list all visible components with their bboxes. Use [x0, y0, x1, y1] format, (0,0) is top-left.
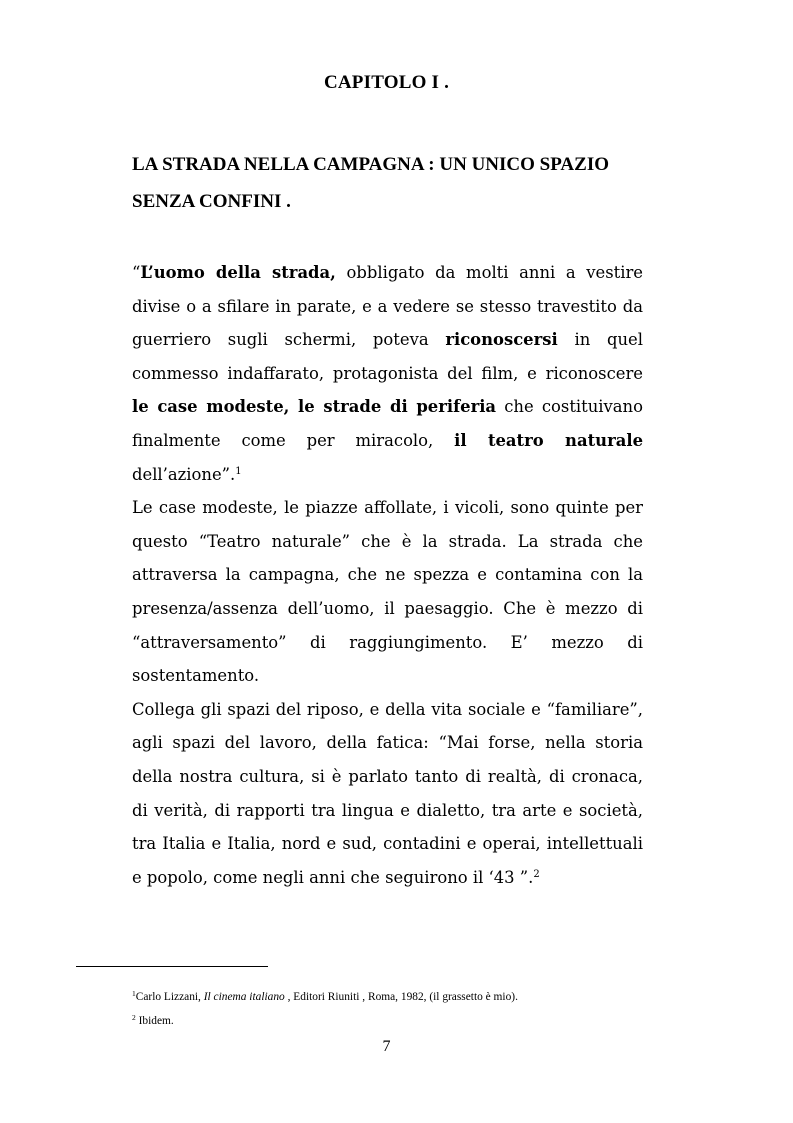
footnote-book-title: Il cinema italiano [203, 991, 285, 1003]
page-number: 7 [382, 1038, 391, 1055]
footnote-2 [132, 1014, 692, 1029]
footnote-number: 2 [132, 1013, 136, 1022]
quote-text-4: dell’azione”. [132, 464, 236, 484]
paragraph-collega-text: Collega gli spazi del riposo, e della vita sociale e “familiare”, agli spazi del lavoro, della fatica: “Mai forse, nella storia della nostra cultura, si è parlato tanto di realtà, di cronaca, di verità, di rapporti tra lingua e dialetto, tra arte e società, tra Italia e Italia, nord e sud, contadini e operai, intellettuali e popolo, come negli anni che seguirono il ‘43 ”. [132, 699, 643, 887]
footnote-text: Carlo Lizzani, [135, 991, 204, 1003]
footnote-text: , Editori Riuniti , Roma, 1982, (il grassetto è mio). [284, 991, 518, 1003]
footnote-1 [132, 990, 692, 1005]
chapter-title: CAPITOLO I . [323, 72, 450, 93]
footnote-ref-1[interactable]: 1 [235, 465, 242, 477]
paragraph-quote [132, 256, 643, 491]
quote-text-2: in quel commesso indaffarato, protagonista del film, e riconoscere [132, 330, 643, 383]
paragraph-teatro: Le case modeste, le piazze affollate, i vicoli, sono quinte per questo “Teatro naturale” che è la strada. La strada che attraversa la campagna, che ne spezza e contamina con la presenza/assenza dell’uomo, il paesaggio. Che è mezzo di “attraversamento” di raggiungimento. E’ mezzo di sostentamento. [132, 498, 643, 686]
footnote-text: Ibidem. [135, 1015, 174, 1027]
quote-text-1: obbligato da molti anni a vestire divise o a sfilare in parate, e a vedere se stesso travestito da guerriero sugli schermi, poteva [132, 263, 644, 350]
paragraph-collega [132, 693, 643, 895]
footnote-separator [76, 966, 268, 967]
section-title: LA STRADA NELLA CAMPAGNA : UN UNICO SPAZIO SENZA CONFINI . [132, 154, 609, 212]
body-text [132, 256, 643, 894]
quote-text-3: che costituivano finalmente come per miracolo, [132, 397, 643, 450]
open-quote: “ [132, 263, 141, 282]
bold-phrase-teatro-naturale: il teatro naturale [454, 430, 643, 450]
bold-phrase-uomo-della-strada: L’uomo della strada, [140, 263, 336, 282]
bold-phrase-riconoscersi: riconoscersi [445, 330, 558, 350]
footnotes [132, 990, 692, 1038]
bold-phrase-case-modeste: le case modeste, le strade di periferia [132, 397, 497, 417]
footnote-number: 1 [132, 989, 136, 998]
footnote-ref-2[interactable]: 2 [533, 868, 540, 880]
